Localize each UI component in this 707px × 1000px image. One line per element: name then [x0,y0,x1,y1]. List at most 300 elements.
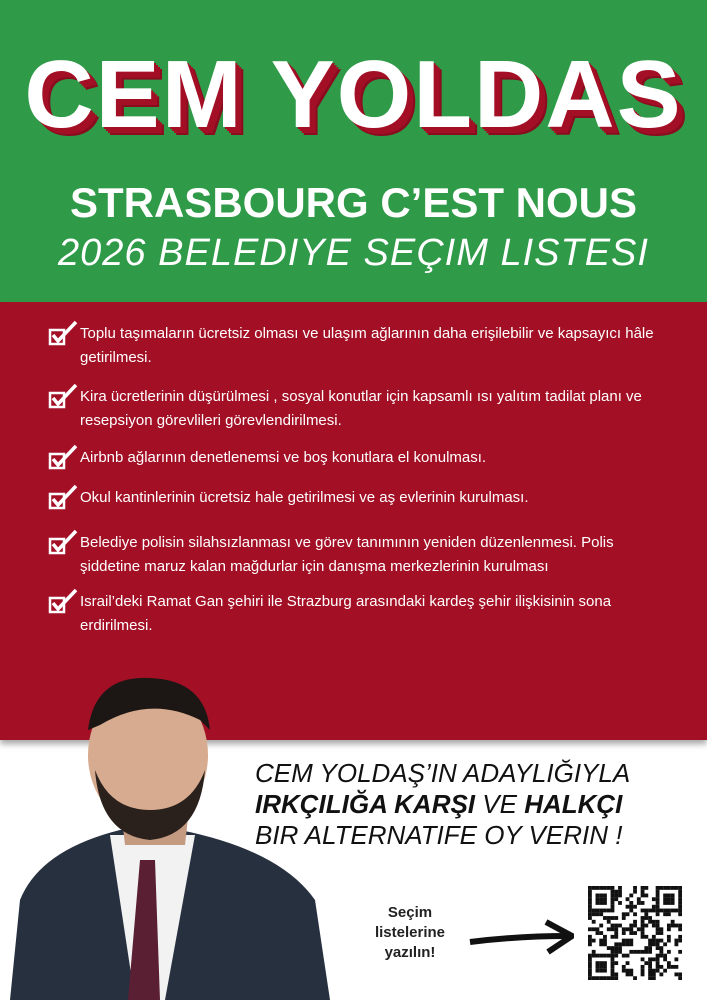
qr-module [599,897,603,901]
qr-module [588,935,592,939]
qr-module [603,939,607,943]
qr-module [656,890,660,894]
qr-module [592,912,596,916]
qr-module [671,897,675,901]
qr-module [641,927,645,931]
qr-module [614,927,618,931]
qr-module [614,935,618,939]
qr-module [656,886,660,890]
qr-module [592,939,596,943]
qr-module [656,931,660,935]
qr-module [611,969,615,973]
qr-module [678,894,682,898]
qr-module [611,897,615,901]
qr-module [588,886,592,890]
qr-module [652,972,656,976]
qr-module [663,942,667,946]
qr-module [659,965,663,969]
qr-module [592,886,596,890]
qr-module [596,909,600,913]
qr-module [592,954,596,958]
program-item [48,486,668,510]
qr-module [671,920,675,924]
program-item-text: Airbnb ağlarının denetlenemsi ve boş konutlara el konulması. [80,449,487,466]
checkbox-check-icon [48,484,78,512]
qr-module [633,905,637,909]
qr-module [644,886,648,890]
qr-module [599,976,603,980]
qr-module [656,954,660,958]
checkbox-check-icon [48,529,78,557]
qr-module [663,897,667,901]
qr-module [629,894,633,898]
qr-module [592,976,596,980]
qr-module [622,931,626,935]
qr-module [611,909,615,913]
qr-module [659,909,663,913]
qr-module [622,969,626,973]
qr-module [611,946,615,950]
qr-module [611,961,615,965]
qr-module [588,897,592,901]
campaign-slogan: STRASBOURG C’EST NOUS [69,179,638,226]
qr-module [629,942,633,946]
qr-module [603,954,607,958]
qr-module [678,897,682,901]
qr-module [603,965,607,969]
qr-module [603,901,607,905]
qr-module [629,969,633,973]
qr-module [611,916,615,920]
program-item [48,590,668,637]
qr-module [588,916,592,920]
qr-module [678,901,682,905]
qr-module [603,961,607,965]
qr-code[interactable] [588,886,682,980]
qr-module [596,961,600,965]
qr-module [626,897,630,901]
program-list [48,322,668,637]
qr-module [588,901,592,905]
qr-module [614,924,618,928]
qr-module [618,886,622,890]
qr-module [663,909,667,913]
qr-module [641,916,645,920]
qr-module [611,950,615,954]
qr-module [644,916,648,920]
qr-module [652,909,656,913]
qr-module [596,927,600,931]
list-subtitle: 2026 BELEDIYE SEÇIM LISTESI [58,232,649,274]
qr-module [652,942,656,946]
qr-module [652,957,656,961]
qr-module [611,927,615,931]
qr-module [667,886,671,890]
qr-module [656,969,660,973]
program-item-text: Israil’deki Ramat Gan şehiri ile Strazburg arasındaki kardeş şehir ilişkisinin sona erdirilmesi. [80,593,612,634]
qr-module [652,897,656,901]
qr-module [656,939,660,943]
qr-module [629,927,633,931]
register-line: yazılın! [384,944,436,961]
qr-module [641,931,645,935]
qr-module [614,916,618,920]
register-line: listelerine [374,924,446,941]
qr-module [659,886,663,890]
qr-module [663,901,667,905]
qr-module [588,890,592,894]
qr-module [674,886,678,890]
qr-module [644,946,648,950]
qr-module [656,942,660,946]
qr-module [637,897,641,901]
qr-module [656,905,660,909]
qr-module [667,965,671,969]
register-note [360,903,460,963]
qr-module [588,939,592,943]
qr-module [622,954,626,958]
program-item [48,385,668,432]
qr-module [663,969,667,973]
qr-module [629,909,633,913]
qr-module [588,912,592,916]
qr-module [626,969,630,973]
qr-module [599,912,603,916]
qr-module [599,965,603,969]
qr-module [671,901,675,905]
qr-module [599,931,603,935]
qr-module [648,957,652,961]
qr-module [671,965,675,969]
qr-module [663,912,667,916]
qr-module [614,976,618,980]
qr-module [588,909,592,913]
qr-module [644,961,648,965]
qr-module [618,924,622,928]
qr-module [671,886,675,890]
qr-module [592,950,596,954]
program-item-text: Kira ücretlerinin düşürülmesi , sosyal konutlar için kapsamlı ısı yalıtım tadilat planı ve resepsiyon görevlileri görevlendirilmesi. [80,388,642,429]
qr-module [652,935,656,939]
qr-module [641,972,645,976]
qr-module [644,912,648,916]
qr-module [614,931,618,935]
qr-module [633,890,637,894]
qr-module [596,965,600,969]
qr-module [637,901,641,905]
call-conj: VE [475,789,525,819]
qr-module [618,942,622,946]
qr-module [622,912,626,916]
qr-module [678,950,682,954]
qr-module [656,901,660,905]
qr-module [592,927,596,931]
qr-module [588,905,592,909]
qr-module [648,976,652,980]
qr-module [641,894,645,898]
qr-module [633,912,637,916]
qr-module [656,912,660,916]
checkbox-check-icon [48,320,78,348]
qr-module [614,961,618,965]
qr-module [659,972,663,976]
qr-module [599,894,603,898]
qr-module [611,905,615,909]
qr-module [659,939,663,943]
qr-module [603,886,607,890]
qr-module [648,972,652,976]
qr-module [626,912,630,916]
qr-module [626,942,630,946]
qr-module [607,946,611,950]
qr-module [618,901,622,905]
program-item [48,446,668,470]
qr-module [667,935,671,939]
checkbox-check-icon [48,383,78,411]
qr-module [614,954,618,958]
checkbox-check-icon [48,588,78,616]
qr-module [663,954,667,958]
qr-module [607,886,611,890]
call-line-1: CEM YOLDAŞ’IN ADAYLIĞIYLA [255,758,631,788]
qr-module [603,894,607,898]
qr-module [599,961,603,965]
qr-module [678,905,682,909]
qr-module [618,890,622,894]
qr-module [626,939,630,943]
qr-module [641,950,645,954]
qr-module [641,965,645,969]
qr-module [614,897,618,901]
qr-module [641,969,645,973]
qr-module [611,965,615,969]
qr-module [678,886,682,890]
qr-module [596,969,600,973]
checkbox-check-icon [48,444,78,472]
qr-module [667,909,671,913]
qr-module [629,939,633,943]
qr-module [678,912,682,916]
qr-module [626,927,630,931]
qr-module [603,935,607,939]
qr-module [614,950,618,954]
qr-module [633,920,637,924]
qr-module [633,924,637,928]
qr-module [629,950,633,954]
qr-module [671,924,675,928]
qr-module [652,924,656,928]
qr-module [678,935,682,939]
qr-module [656,909,660,913]
qr-module [648,909,652,913]
qr-module [656,965,660,969]
qr-module [629,901,633,905]
qr-module [648,946,652,950]
qr-module [614,894,618,898]
qr-module [603,897,607,901]
call-to-vote [255,758,695,851]
qr-module [641,901,645,905]
qr-module [611,901,615,905]
qr-module [648,916,652,920]
qr-module [622,916,626,920]
qr-module [674,972,678,976]
qr-module [596,886,600,890]
qr-module [648,961,652,965]
qr-module [678,972,682,976]
qr-module [648,965,652,969]
qr-module [596,901,600,905]
qr-module [607,909,611,913]
call-bold-2: HALKÇI [524,789,623,819]
qr-module [599,924,603,928]
qr-module [599,886,603,890]
qr-module [674,957,678,961]
qr-module [588,972,592,976]
qr-module [644,935,648,939]
qr-module [599,954,603,958]
qr-module [607,920,611,924]
qr-module [667,961,671,965]
qr-module [667,912,671,916]
qr-module [652,939,656,943]
qr-module [674,942,678,946]
qr-module [611,976,615,980]
qr-module [629,931,633,935]
qr-module [626,972,630,976]
qr-module [667,897,671,901]
qr-module [667,901,671,905]
program-item-text: Toplu taşımaların ücretsiz olması ve ulaşım ağlarının daha erişilebilir ve kapsayıcı hâle getirilmesi. [80,325,654,366]
qr-module [611,954,615,958]
qr-module [644,909,648,913]
qr-module [641,920,645,924]
qr-module [641,890,645,894]
qr-module [614,890,618,894]
qr-module [599,909,603,913]
qr-module [588,961,592,965]
program-item [48,531,668,578]
qr-module [678,890,682,894]
qr-module [633,976,637,980]
qr-module [599,901,603,905]
qr-module [667,894,671,898]
qr-module [656,924,660,928]
qr-module [607,927,611,931]
qr-module [588,965,592,969]
qr-module [678,976,682,980]
qr-module [633,931,637,935]
qr-module [614,972,618,976]
qr-module [674,909,678,913]
qr-module [659,954,663,958]
qr-module [622,927,626,931]
qr-module [603,969,607,973]
qr-module [641,924,645,928]
qr-module [652,969,656,973]
qr-module [659,950,663,954]
qr-module [603,976,607,980]
qr-module [629,924,633,928]
qr-module [667,927,671,931]
program-item [48,322,668,369]
qr-module [603,909,607,913]
qr-module [622,939,626,943]
qr-module [648,942,652,946]
qr-module [592,920,596,924]
candidate-name: CEM YOLDAS [24,41,683,148]
qr-module [596,976,600,980]
qr-module [603,942,607,946]
qr-module [663,886,667,890]
qr-module [588,927,592,931]
qr-module [614,946,618,950]
qr-module [648,950,652,954]
qr-module [674,965,678,969]
qr-module [626,954,630,958]
qr-module [592,909,596,913]
call-line-3: BIR ALTERNATIFE OY VERIN ! [255,820,623,850]
qr-module [667,950,671,954]
qr-module [596,897,600,901]
qr-module [656,927,660,931]
qr-module [641,886,645,890]
qr-module [648,939,652,943]
qr-module [644,894,648,898]
qr-module [667,924,671,928]
qr-module [603,916,607,920]
qr-module [611,972,615,976]
qr-module [611,894,615,898]
qr-module [663,894,667,898]
qr-module [678,939,682,943]
qr-module [596,894,600,898]
call-bold-1: IRKÇILIĞA KARŞI [255,789,476,819]
qr-module [588,969,592,973]
qr-module [618,894,622,898]
qr-module [611,886,615,890]
qr-module [671,894,675,898]
qr-module [611,935,615,939]
qr-module [588,942,592,946]
qr-module [667,939,671,943]
qr-module [648,920,652,924]
qr-module [614,942,618,946]
qr-module [629,905,633,909]
qr-module [633,886,637,890]
qr-module [659,927,663,931]
qr-module [622,965,626,969]
qr-module [611,924,615,928]
qr-module [618,946,622,950]
qr-module [678,924,682,928]
qr-module [641,935,645,939]
qr-module [599,969,603,973]
qr-module [599,942,603,946]
qr-module [656,957,660,961]
qr-module [629,972,633,976]
qr-module [652,920,656,924]
qr-module [678,909,682,913]
register-line: Seçim [387,904,433,921]
arrow-right-icon [468,918,574,958]
qr-module [588,957,592,961]
qr-module [596,931,600,935]
qr-module [607,954,611,958]
qr-module [607,916,611,920]
qr-module [656,920,660,924]
qr-module [588,976,592,980]
